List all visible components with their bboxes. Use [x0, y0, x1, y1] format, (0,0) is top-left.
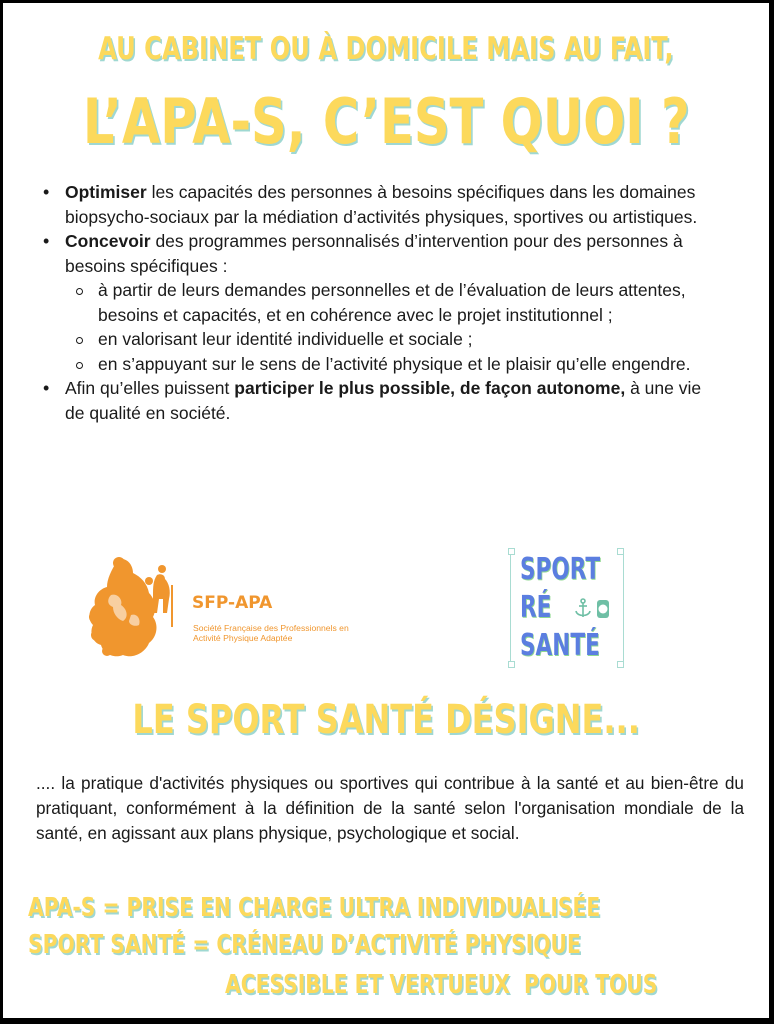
header-title-text: L’APA-S, C’EST QUOI ? — [82, 85, 690, 158]
frame-corner — [508, 548, 515, 555]
footer-line-3 — [225, 970, 774, 1000]
apa-definition-list — [37, 180, 717, 425]
frame-corner — [508, 661, 515, 668]
sfp-apa-fullname-line: Activité Physique Adaptée — [193, 633, 293, 643]
anchor-watch-icon — [574, 598, 614, 620]
list-item-text: Afin qu’elles puissent — [65, 378, 235, 398]
list-item-text: à une vie de qualité en société. — [65, 378, 702, 423]
header-subtitle — [3, 31, 769, 67]
logo-word-text: SPORT — [520, 552, 601, 587]
logo-word-sante — [520, 628, 631, 663]
list-item-optimiser — [65, 180, 717, 229]
sub-list-item: en valorisant leur identité individuelle et sociale ; — [98, 327, 717, 352]
poster-page — [3, 3, 769, 1018]
sport-re-sante-logo — [508, 548, 624, 668]
sfp-apa-logo — [83, 555, 393, 665]
sport-sante-paragraph: .... la pratique d'activités physiques ou sportives qui contribue à la santé et au bien-être du pratiquant, conformément à la définition de la santé selon l'organisation mondiale de la santé, en agissant aux plans physique, psychologique et social. — [36, 773, 744, 843]
header-title — [3, 85, 769, 158]
list-item-text: des programmes personnalisés d’intervention pour des personnes à besoins spécifiques : — [65, 231, 683, 276]
sfp-apa-fullname-line: Société Française des Professionnels en — [193, 623, 349, 633]
list-item-concevoir — [65, 229, 717, 376]
list-item-afin — [65, 376, 717, 425]
logo-word-sport — [520, 552, 631, 587]
sub-list-item: à partir de leurs demandes personnelles et de l’évaluation de leurs attentes, besoins et capacités, et en cohérence avec le projet institutionnel ; — [98, 278, 717, 327]
list-item-text: les capacités des personnes à besoins spécifiques dans les domaines biopsycho-sociaux par la médiation d’activités physiques, sportives ou artistiques. — [65, 182, 698, 227]
sport-sante-heading — [3, 697, 769, 743]
logo-word-re — [520, 590, 564, 625]
sfp-apa-name: SFP-APA — [192, 593, 273, 613]
logo-word-text: RÉ — [520, 590, 552, 625]
list-item-bold: Concevoir — [65, 231, 151, 251]
header-subtitle-text: AU CABINET OU À DOMICILE MAIS AU FAIT, — [98, 31, 674, 67]
footer-line-2 — [28, 930, 737, 960]
footer-line-text: ACESSIBLE ET VERTUEUX POUR TOUS — [225, 970, 658, 1000]
footer-line-1 — [28, 893, 762, 923]
logo-word-text: SANTÉ — [520, 628, 600, 663]
sport-sante-heading-text: LE SPORT SANTÉ DÉSIGNE... — [132, 697, 640, 743]
list-item-bold: Optimiser — [65, 182, 147, 202]
people-silhouettes-icon — [83, 555, 193, 665]
sub-list — [65, 278, 717, 376]
footer-line-text: APA-S = PRISE EN CHARGE ULTRA INDIVIDUALISÉE — [28, 893, 601, 923]
list-item-bold: participer le plus possible, de façon autonome, — [234, 378, 626, 398]
sub-list-item: en s’appuyant sur le sens de l’activité physique et le plaisir qu’elle engendre. — [98, 352, 717, 377]
sfp-apa-fullname — [193, 623, 393, 643]
footer-line-text: SPORT SANTÉ = CRÉNEAU D’ACTIVITÉ PHYSIQUE — [28, 930, 581, 960]
